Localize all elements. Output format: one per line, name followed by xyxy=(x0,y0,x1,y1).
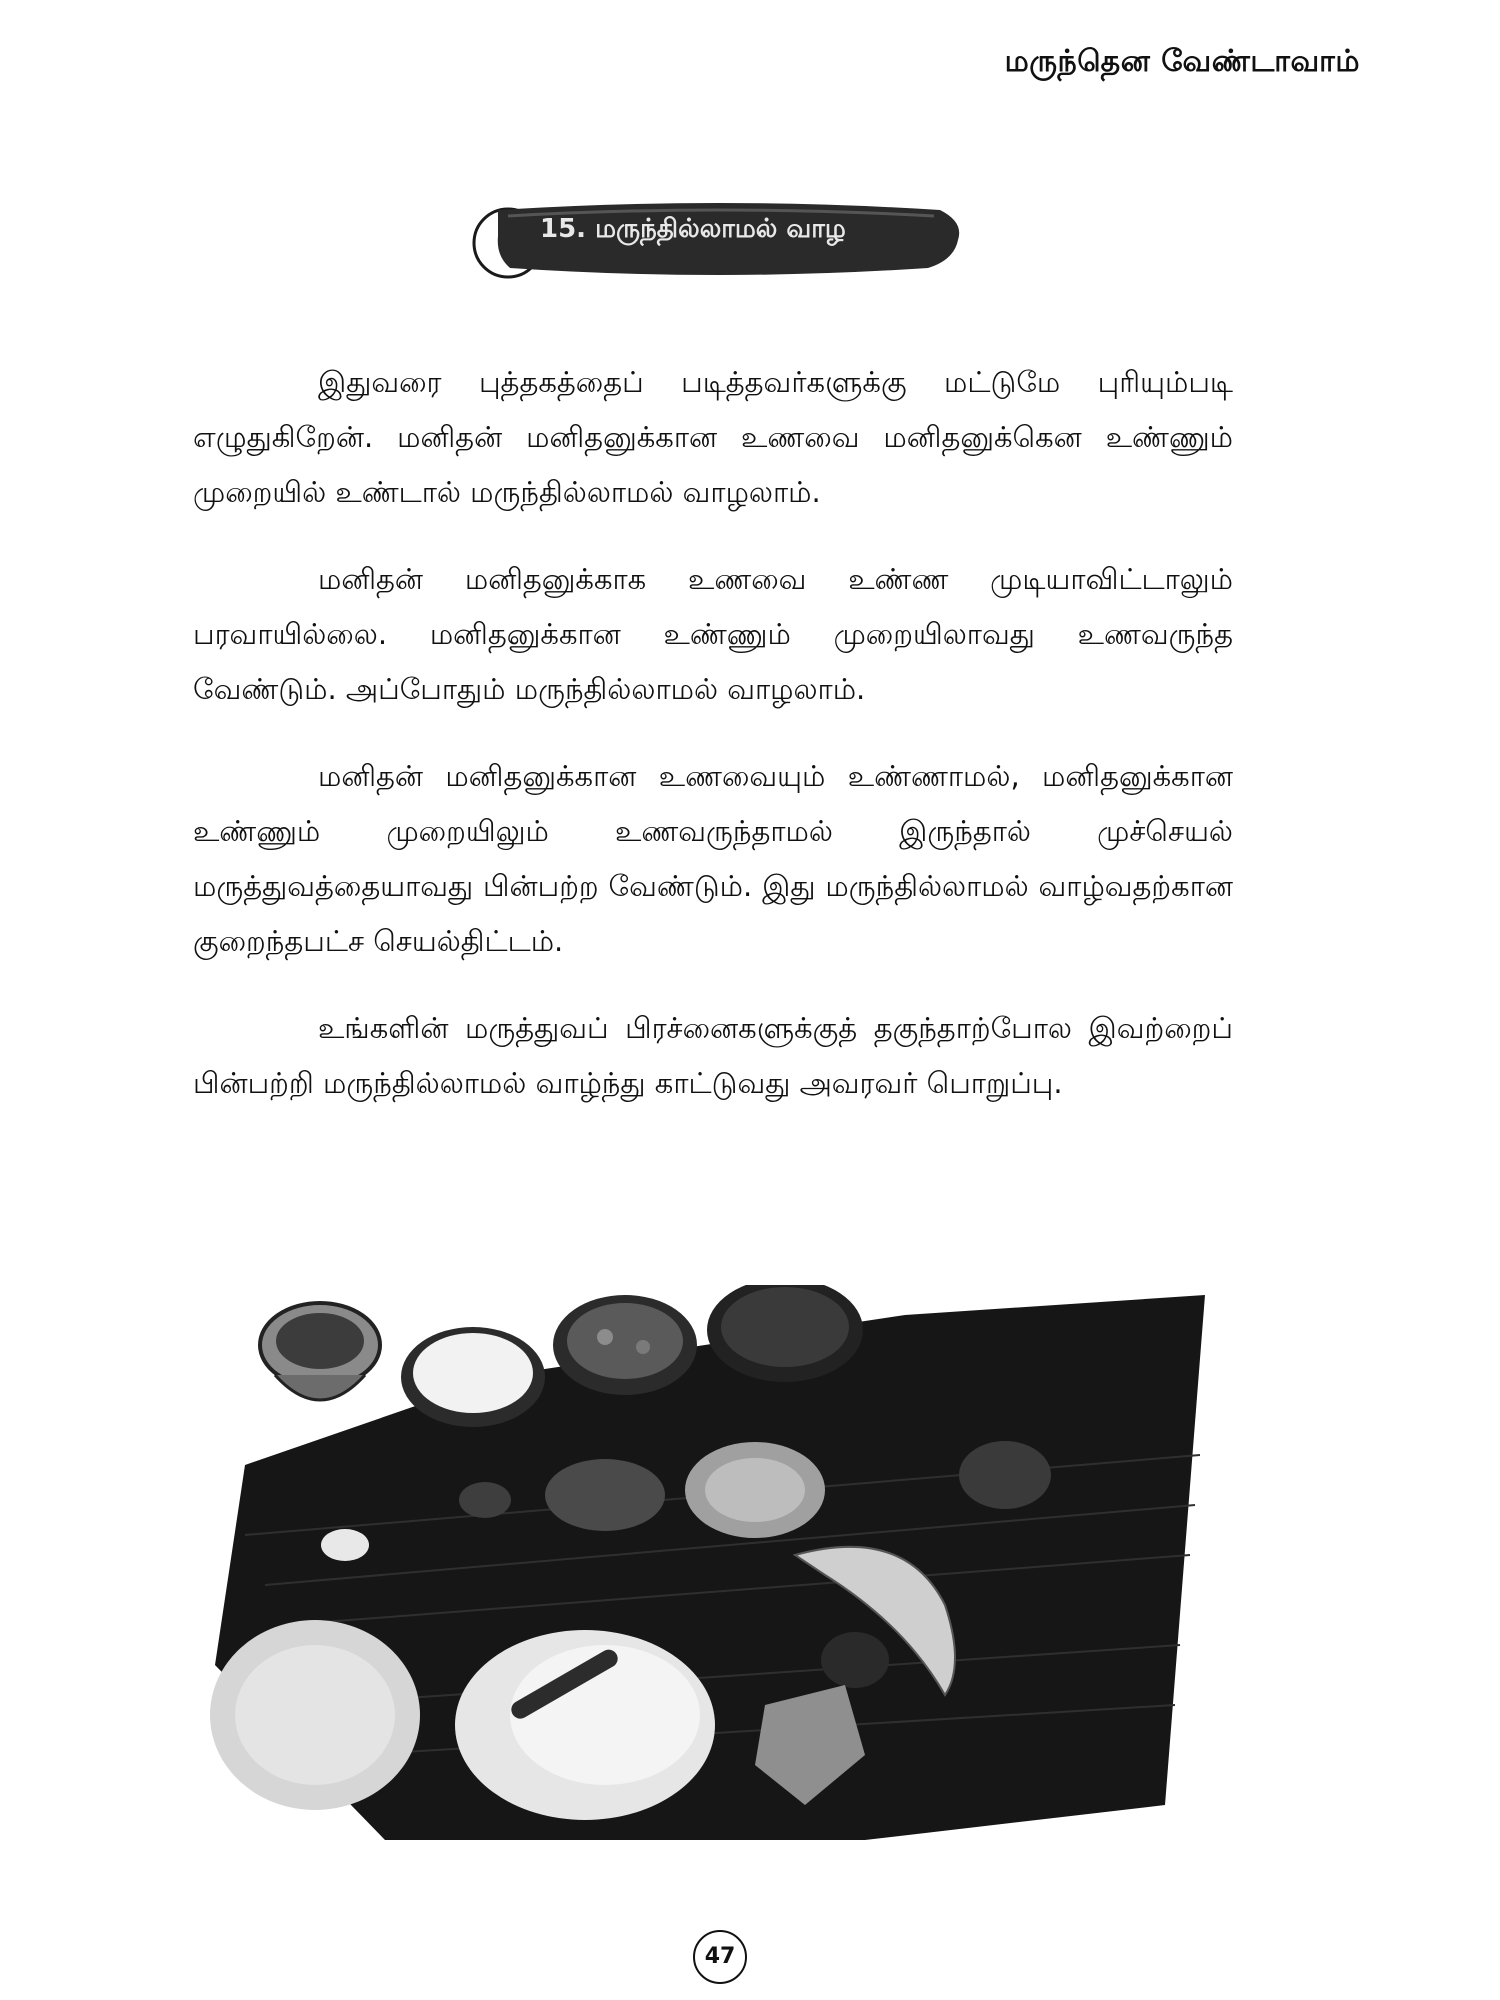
running-header: மருந்தென வேண்டாவாம் xyxy=(1004,44,1360,79)
pickle xyxy=(459,1482,511,1518)
curd-bowl xyxy=(401,1327,545,1427)
banana-leaf-meal-photo xyxy=(205,1285,1215,1845)
sweet xyxy=(821,1632,889,1688)
salt xyxy=(321,1529,369,1561)
paragraph: மனிதன் மனிதனுக்காக உணவை உண்ண முடியாவிட்டாலும் பரவாயில்லை. மனிதனுக்கான உண்ணும் முறையிலாவது உணவருந்த வேண்டும். அப்போதும் மருந்தில்லாமல் வாழலாம். xyxy=(193,562,1233,706)
body-text xyxy=(193,355,1233,1143)
curry-bowl xyxy=(553,1295,697,1395)
chutney xyxy=(959,1441,1051,1509)
poriyal xyxy=(545,1459,665,1531)
chapter-title-banner xyxy=(468,196,968,282)
page-number: 47 xyxy=(693,1930,747,1984)
chapter-title: 15. மருந்தில்லாமல் வாழ xyxy=(540,214,846,244)
steel-tumbler xyxy=(260,1303,380,1400)
paragraph: மனிதன் மனிதனுக்கான உணவையும் உண்ணாமல், மனிதனுக்கான உண்ணும் முறையிலும் உணவருந்தாமல் இருந்தால் முச்செயல் மருத்துவத்தையாவது பின்பற்ற வேண்டும். இது மருந்தில்லாமல் வாழ்வதற்கான குறைந்தபட்ச செயல்திட்டம். xyxy=(193,759,1233,958)
paragraph: உங்களின் மருத்துவப் பிரச்னைகளுக்குத் தகுந்தாற்போல இவற்றைப் பின்பற்றி மருந்தில்லாமல் வாழ்ந்து காட்டுவது அவரவர் பொறுப்பு. xyxy=(193,1011,1233,1100)
paragraph: இதுவரை புத்தகத்தைப் படித்தவர்களுக்கு மட்டுமே புரியும்படி எழுதுகிறேன். மனிதன் மனிதனுக்கான உணவை மனிதனுக்கென உண்ணும் முறையில் உண்டால் மருந்தில்லாமல் வாழலாம். xyxy=(193,365,1233,509)
